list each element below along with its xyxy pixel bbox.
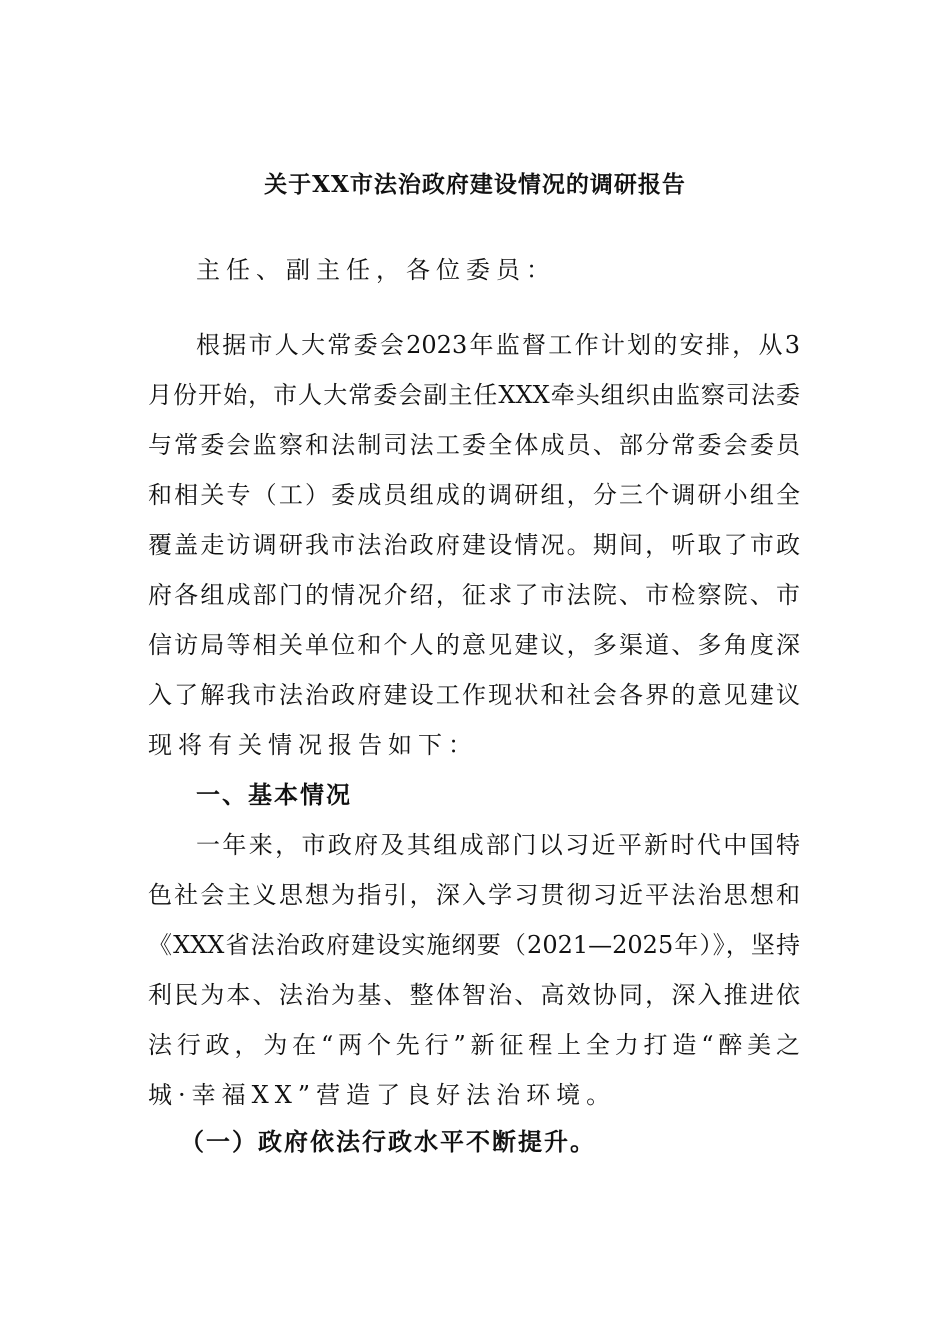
paragraph-line: 与常委会监察和法制司法工委全体成员、部分常委会委员	[148, 431, 800, 459]
paragraph-line: 和相关专（工）委成员组成的调研组，分三个调研小组全	[148, 481, 800, 509]
paragraph-line: 色社会主义思想为指引，深入学习贯彻习近平法治思想和	[148, 881, 800, 909]
paragraph-line: 府各组成部门的情况介绍，征求了市法院、市检察院、市	[148, 581, 800, 609]
paragraph-line: 现将有关情况报告如下：	[148, 731, 478, 759]
paragraph-line: 信访局等相关单位和个人的意见建议，多渠道、多角度深	[148, 631, 800, 659]
document-title: 关于XX市法治政府建设情况的调研报告	[264, 171, 686, 198]
salutation: 主任、副主任，各位委员：	[196, 256, 556, 284]
paragraph-line: 覆盖走访调研我市法治政府建设情况。期间，听取了市政	[148, 531, 800, 559]
subsection-heading: （一）政府依法行政水平不断提升。	[180, 1127, 596, 1156]
paragraph-line: 城·幸福XX”营造了良好法治环境。	[148, 1081, 617, 1109]
paragraph-line: 根据市人大常委会2023年监督工作计划的安排，从3	[196, 331, 800, 359]
paragraph-line: 利民为本、法治为基、整体智治、高效协同，深入推进依	[148, 981, 800, 1009]
paragraph-line: 《XXX省法治政府建设实施纲要（2021—2025年）》，坚持	[148, 931, 800, 959]
section-heading: 一、基本情况	[196, 780, 352, 809]
paragraph-line: 月份开始，市人大常委会副主任XXX牵头组织由监察司法委	[148, 381, 800, 409]
paragraph-line: 入了解我市法治政府建设工作现状和社会各界的意见建议	[148, 681, 800, 709]
paragraph-line: 法行政，为在“两个先行”新征程上全力打造“醉美之	[148, 1031, 800, 1059]
paragraph-line: 一年来，市政府及其组成部门以习近平新时代中国特	[196, 831, 800, 859]
